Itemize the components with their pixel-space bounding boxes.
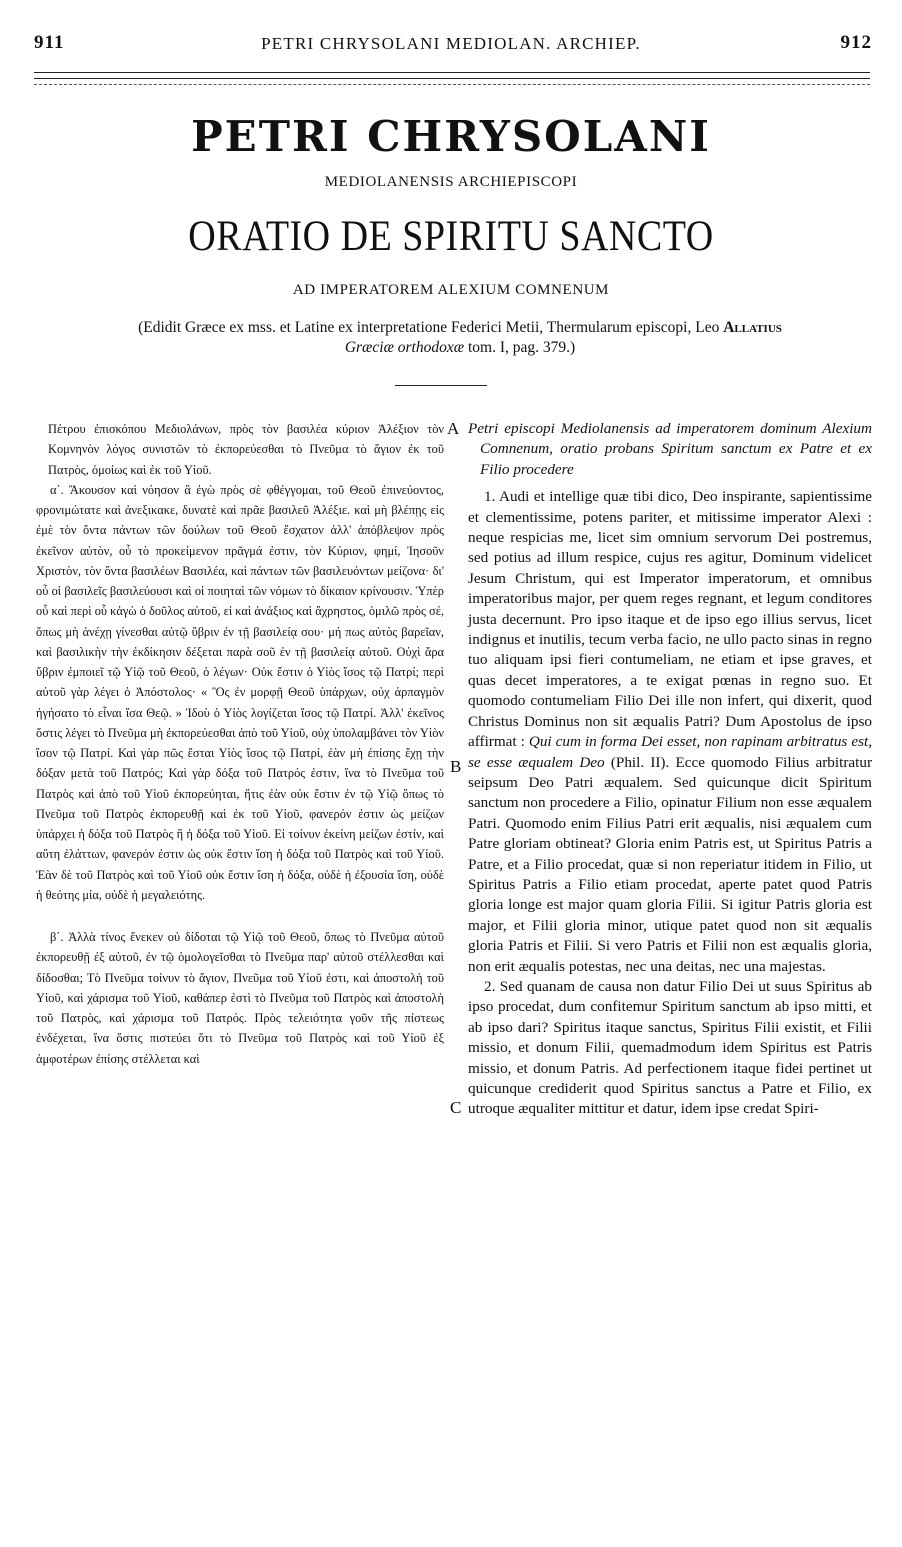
header-rule — [34, 72, 870, 79]
page-number-right: 912 — [840, 32, 872, 53]
greek-paragraph-2: β΄. Ἀλλὰ τίνος ἕνεκεν οὐ δίδοται τῷ Υἱῷ τοῦ Θεοῦ, ὅπως τὸ Πνεῦμα αὐτοῦ ἐκπορευθῇ ἐξ αὐτοῦ, ἐν τῷ ὁμολογεῖσθαι τὸ Πνεῦμα παρ' αὐτοῦ στέλλεσθαι καὶ δίδοσθαι; Τὸ Πνεῦμα τοίνυν τὸ ἅγιον, Πνεῦμα τοῦ Υἱοῦ ἐστι, καὶ ἀποστολὴ τοῦ Υἱοῦ, καὶ χάρισμα τοῦ Υἱοῦ, καθάπερ ἐστὶ τὸ Πνεῦμα τοῦ Πατρὸς καὶ ἀποστολὴ τοῦ Πατρὸς, καὶ χάρισμα τοῦ Πατρός. Πρὸς τελειότητα γοῦν τῆς πίστεως ἐνδέχεται, ἵνα ὅστις πιστεύει ὅτι τὸ Πνεῦμα τοῦ Πατρὸς καὶ τοῦ Υἱοῦ ἐξ ἀμφοτέρων ἐπίσης στέλλεται καὶ — [36, 930, 444, 1066]
header-dotted-rule — [34, 84, 870, 85]
latin-paragraph-1-continued: Ecce quomodo Filius arbitratur seipsum Deo Patri æqualem. Sed quicunque dicit Spiritum sanctum non procedere a Filio, opinatur Filium non esse æqualem Patri. Quomodo enim Filius Patri erit æqualis, nisi æqualem cum Patre gloriam obtineat? Gloria enim Patris est, ut Spiritus Patris a Patre, et a Filio procedat, quæ si non reperiatur itidem in Filio, ut Spiritus Patris a Filio etiam procedat, aperte patet quod Patris gloria longe est major quam gloria Filii. Si igitur Patris gloria est major, et Filii gloria minor, utique patet quod non sit æqualis gloria Patris et Filii. Si vero Patris et Filii non est æqualis gloria, non erit æqualis potestas, nec una deitas, nec una majestas. — [468, 753, 872, 975]
scripture-quote: Qui cum in forma Dei esset, non rapinam arbitratus est, se esse æqualem Deo — [468, 733, 873, 771]
scripture-reference: (Phil. II). — [610, 753, 670, 771]
editorial-note — [50, 318, 870, 358]
latin-column — [468, 419, 872, 1120]
editorial-note-text: (Edidit Græce ex mss. et Latine ex interpretatione Federici Metii, Thermularum episcopi, Leo — [138, 319, 720, 336]
latin-paragraph-1 — [468, 487, 872, 977]
author-office: MEDIOLANENSIS ARCHIEPISCOPI — [324, 174, 578, 190]
author-title: PETRI CHRYSOLANI — [191, 112, 711, 161]
latin-paragraph-1-text: 1. Audi et intellige quæ tibi dico, Deo inspirante, sapientissime et clementissime, potens pariter, et mitissime imperator Alexi : neque respicias me, licet sim omnium servorum Dei postremus, sed potius ad illum respice, cujus res agitur, Dominum videlicet Jesum Christum, qui est Imperator imperatorum, et omnibus imperatoribus major, per quem reges regnant, et legum conditores justa decernunt. Pro ipso itaque et de ipso ego illius servus, licet indignus et inutilis, tecum verba facio, ne ullo pacto sinas in regno tuo aliquam ipsi fieri contumeliam, ne etiam et ipse graves, et quas decet imperatores, a te exigat pœnas in regno suo. Et quomodo contumeliam Filio Dei ille non infert, qui dixerit, quod Christus Dominus non sit æqualis Patri? Dum Apostolus de ipso affirmat : — [468, 488, 872, 751]
work-dedication: AD IMPERATOREM ALEXIUM COMNENUM — [292, 282, 610, 298]
page-number-left: 911 — [34, 32, 65, 53]
margin-marker-b: B — [450, 757, 462, 776]
margin-marker-c: C — [450, 1098, 462, 1117]
source-reference: tom. I, pag. 379.) — [467, 339, 576, 356]
margin-marker-a: A — [447, 419, 460, 438]
title-separator — [395, 385, 487, 386]
source-title: Græciæ orthodoxæ — [344, 339, 465, 356]
greek-heading: Πέτρου ἐπισκόπου Μεδιολάνων, πρὸς τὸν βασιλέα κύριον Ἀλέξιον τὸν Κομνηνὸν λόγος συνιστῶν τὸ ἐκπορεύεσθαι τὸ Πνεῦμα τὸ ἅγιον ἐκ τοῦ Πατρὸς, ὁμοίως καὶ ἐκ τοῦ Υἱοῦ. — [48, 422, 444, 477]
latin-paragraph-2: 2. Sed quanam de causa non datur Filio Dei ut suus Spiritus ab ipso procedat, dum confitemur Spiritum sanctum ab ipso mitti, et ab ipso dari? Spiritus itaque sanctus, Spiritus Filii existit, et Filii missio, et donum Filii, quemadmodum idem Spiritus est Patris missio, et donum Patris. Ad perfectionem itaque fidei pertinet ut quicunque crediderit quod Spiritus sanctus a Patre et Filio, ex utroque æqualiter mittitur et datur, idem ipse credat Spiri- — [468, 977, 872, 1118]
greek-column — [36, 419, 444, 1069]
editor-name: Allatius — [723, 319, 782, 336]
running-head — [0, 32, 902, 62]
latin-heading: Petri episcopi Mediolanensis ad imperatorem dominum Alexium Comnenum, oratio probans Spiritum sanctum ex Patre et ex Filio procedere — [468, 420, 872, 478]
greek-paragraph-1: α΄. Ἄκουσον καὶ νόησον ἃ ἐγὼ πρὸς σὲ φθέγγομαι, τοῦ Θεοῦ ἐπινεύοντος, φρονιμώτατε καὶ ἀνεξικακε, δυνατὲ καὶ πρᾶε βασιλεῦ Ἀλέξιε. καὶ μὴ βλέπῃς εἰς ἐμὲ τὸν ὄντα πάντων τῶν δούλων τοῦ Θεοῦ ἔσχατον ἀλλ' ἀπόβλεψον πρὸς ἐκεῖνον αὐτὸν, οὗ τὸ προκείμενον πρᾶγμά ἐστιν, τὸν Κύριον, φημί, Ἰησοῦν Χριστὸν, τὸν ὄντα βασιλέων Βασιλέα, καὶ πάντων τῶν βασιλευόντων μείζονα· δι' οὗ οἱ βασιλεῖς βασιλεύουσι καὶ οἱ ποιηταὶ τῶν νόμων τὸ δίκαιον κρίνουσιν. Ὑπὲρ οὗ καὶ περὶ οὗ κἀγὼ ὁ δοῦλος αὐτοῦ, εἰ καὶ ἀνάξιος καὶ ἄχρηστος, ὁμιλῶ πρὸς σέ, ὅπως μὴ ἀνέχῃ γίνεσθαι αὐτῷ ὕβριν ἐν τῇ βασιλείᾳ σου· μή πως αὐτὸς βαρεῖαν, καὶ βασιλικὴν τὴν ἐκδίκησιν δέξεται παρὰ σοῦ ἐν τῇ βασιλείᾳ αὐτοῦ. Οὐχὶ ἄρα ὕβριν ἐμποιεῖ τῷ Υἱῷ τοῦ Θεοῦ, ὁ λέγων· Οὐκ ἔστιν ὁ Υἱὸς ἴσος τῷ Πατρί; περὶ αὐτοῦ γὰρ λέγει ὁ Ἀπόστολος· « Ὃς ἐν μορφῇ Θεοῦ ὑπάρχων, οὐχ ἁρπαγμὸν ἡγήσατο τὸ εἶναι ἴσα Θεῷ. » Ἰδοὺ ὁ Υἱὸς λογίζεται ἴσος τῷ Πατρί. Ἀλλ' ἐκεῖνος ὅστις λέγει τὸ Πνεῦμα μὴ ἐκπορεύεσθαι ἀπὸ τοῦ Υἱοῦ, οὐχ ὑπολαμβάνει τὸν Υἱὸν ἴσον τῷ Πατρί. Καὶ γὰρ πῶς ἔσται Υἱὸς ἴσος τῷ Πατρί, ἐὰν μὴ ἐπίσης ἔχῃ τὴν δόξαν μετὰ τοῦ Πατρός; Καὶ γὰρ δόξα τοῦ Πατρός ἐστιν, ἵνα τὸ Πνεῦμα τοῦ Πατρὸς καὶ ἀπὸ τοῦ Υἱοῦ ἐκπορεύηται, ἥτις ἐὰν οὐκ ἔστιν ἐν τῷ Υἱῷ ὅπως τὸ Πνεῦμα τοῦ Πατρὸς ἐκπορευθῇ καὶ ἐκ τοῦ Υἱοῦ, φανερόν ἐστιν ὡς μείζων ὑπάρχει ἡ δόξα τοῦ Πατρὸς ἢ ἡ δόξα τοῦ Υἱοῦ. Εἰ τοίνυν ἐκείνη μείζων ἐστίν, καὶ αὕτη ἐλάττων, φανερόν ἐστιν ὡς οὐκ ἔστιν ἴση ἡ δόξα τοῦ Πατρὸς καὶ τοῦ Υἱοῦ. Ἐὰν δὲ τοῦ Πατρὸς καὶ τοῦ Υἱοῦ οὐκ ἔστιν ἴση ἡ δόξα, οὐδὲ ἡ ἐξουσία ἴση, οὐδὲ ἡ θεότης μία, οὐδὲ ἡ μεγαλειότης. — [36, 482, 444, 902]
work-title: ORATIO DE SPIRITU SANCTO — [188, 211, 714, 261]
running-title: PETRI CHRYSOLANI MEDIOLAN. ARCHIEP. — [261, 34, 641, 53]
